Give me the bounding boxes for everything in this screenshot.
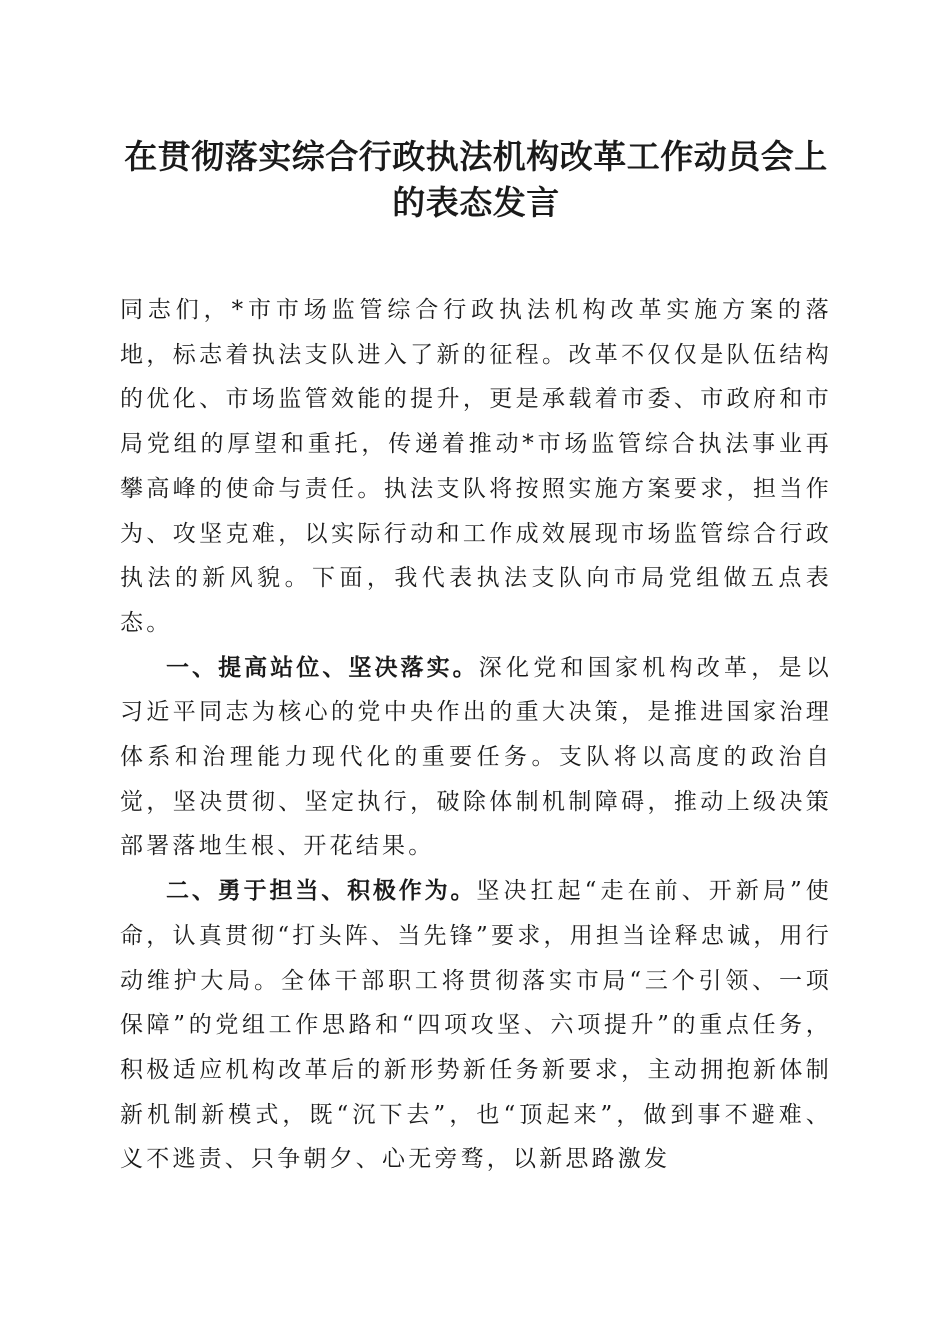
- section-heading-1: 一、提高站位、坚决落实。: [166, 654, 479, 681]
- section-text-1: 深化党和国家机构改革，是以习近平同志为核心的党中央作出的重大决策，是推进国家治理体系和治理能力现代化的重要任务。支队将以高度的政治自觉，坚决贯彻、坚定执行，破除体制机制障碍，推动上级决策部署落地生根、开花结果。: [120, 654, 832, 860]
- document-body: [120, 288, 832, 1182]
- section-paragraph-2: [120, 869, 832, 1182]
- intro-paragraph: 同志们，*市市场监管综合行政执法机构改革实施方案的落地，标志着执法支队进入了新的征程。改革不仅仅是队伍结构的优化、市场监管效能的提升，更是承载着市委、市政府和市局党组的厚望和重托，传递着推动*市场监管综合执法事业再攀高峰的使命与责任。执法支队将按照实施方案要求，担当作为、攻坚克难，以实际行动和工作成效展现市场监管综合行政执法的新风貌。下面，我代表执法支队向市局党组做五点表态。: [120, 297, 832, 636]
- section-text-2: 坚决扛起“走在前、开新局”使命，认真贯彻“打头阵、当先锋”要求，用担当诠释忠诚，用行动维护大局。全体干部职工将贯彻落实市局“三个引领、一项保障”的党组工作思路和“四项攻坚、六项提升”的重点任务，积极适应机构改革后的新形势新任务新要求，主动拥抱新体制新机制新模式，既“沉下去”，也“顶起来”，做到事不避难、义不逃责、只争朝夕、心无旁骛，以新思路激发: [120, 878, 832, 1173]
- document-title: 在贯彻落实综合行政执法机构改革工作动员会上的表态发言: [124, 137, 828, 222]
- section-paragraph-1: [120, 646, 832, 870]
- section-heading-2: 二、勇于担当、积极作为。: [166, 878, 477, 905]
- document-page: [120, 134, 832, 1182]
